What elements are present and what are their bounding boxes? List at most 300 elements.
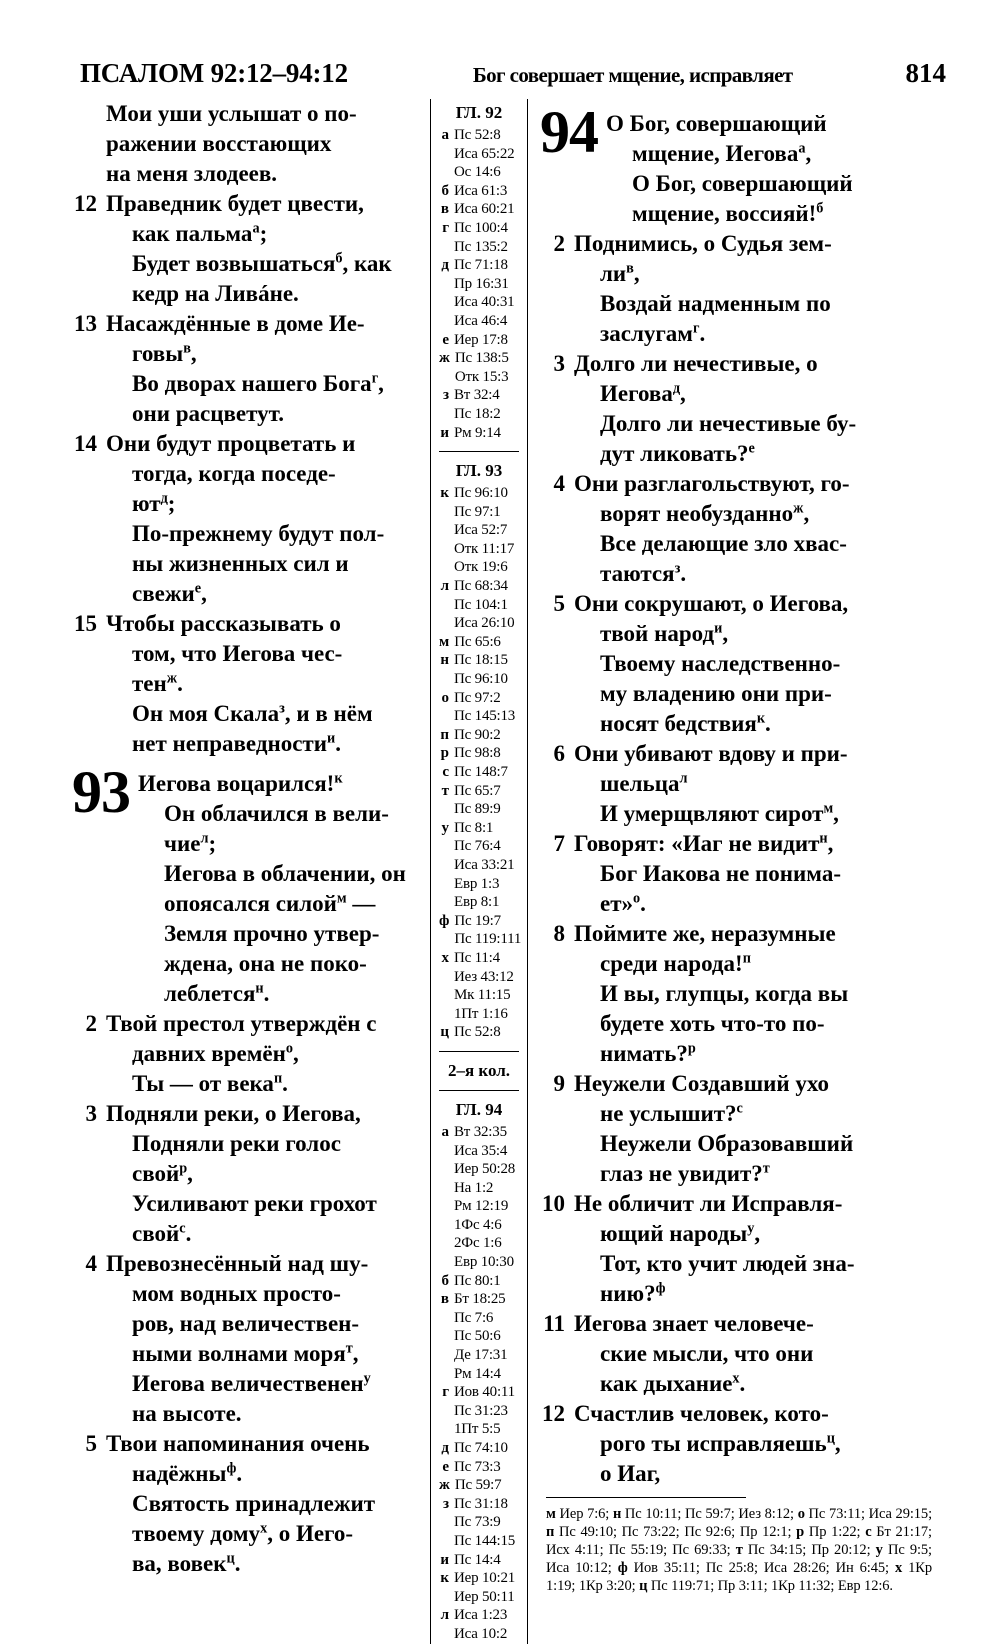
reference-item[interactable]: Пс 71:18 <box>454 257 508 274</box>
verse <box>540 1189 926 1309</box>
crossref-marker[interactable]: с <box>179 1220 186 1237</box>
reference-items <box>454 912 521 949</box>
reference-items <box>454 1495 519 1551</box>
crossref-marker[interactable]: а <box>252 220 260 237</box>
verse-line: Он облачился в вели- <box>164 801 389 826</box>
verse-line: свежи$^е$, <box>132 580 207 606</box>
crossref-marker[interactable]: е <box>748 440 755 457</box>
crossref-marker[interactable]: ц <box>226 1550 235 1567</box>
verse-number: 14 <box>74 431 97 456</box>
crossref-marker[interactable]: н <box>819 830 828 847</box>
verse-number: 7 <box>553 831 565 856</box>
crossref-marker[interactable]: о <box>633 890 641 907</box>
footnote-refs[interactable]: Пс 119:71; Пр 3:11; 1Кр 11:32; Евр 12:6. <box>647 1578 893 1594</box>
verse-line: нию?$^ф$ <box>600 1280 666 1306</box>
verse-line: Он моя Скала$^з$, и в нём <box>132 700 373 726</box>
verse <box>540 919 926 1069</box>
crossref-marker[interactable]: ж <box>793 500 804 517</box>
reference-item[interactable]: Иер 50:11 <box>454 1588 515 1605</box>
verse-line: И умерщвляют сирот$^м$, <box>600 800 839 826</box>
verse-number: 2 <box>553 231 565 256</box>
reference-item[interactable]: Пс 145:13 <box>454 708 516 725</box>
verse-line: ворят необузданно$^ж$, <box>600 500 810 526</box>
reference-letter: е <box>442 331 449 348</box>
crossref-marker[interactable]: б <box>816 200 824 217</box>
reference-item[interactable]: Пс 19:7 <box>454 912 501 929</box>
reference-item[interactable]: Пс 97:1 <box>454 503 501 520</box>
reference-item[interactable]: Пс 138:5 <box>454 350 509 367</box>
reference-item[interactable]: Пс 18:2 <box>454 405 501 422</box>
reference-letter: и <box>440 424 449 441</box>
chapter-94 <box>540 99 926 229</box>
verse <box>540 469 926 589</box>
footnote-block <box>540 1497 932 1595</box>
verse-line: Подняли реки голос <box>132 1131 341 1156</box>
reference-item[interactable]: Пс 135:2 <box>454 238 508 255</box>
reference-letter: т <box>441 782 449 799</box>
verse-line: Неужели Образовавший <box>600 1131 854 1156</box>
reference-item[interactable]: Пс 73:3 <box>454 1458 501 1475</box>
reference-item[interactable]: Отк 11:17 <box>454 540 515 557</box>
crossref-marker[interactable]: п <box>742 950 751 967</box>
reference-item[interactable]: Бт 18:25 <box>454 1291 506 1308</box>
reference-items <box>454 1383 519 1439</box>
crossref-marker[interactable]: и <box>326 730 336 747</box>
reference-items <box>454 386 519 423</box>
verse-body <box>138 763 424 1009</box>
crossref-marker[interactable]: п <box>273 1070 283 1087</box>
reference-items <box>454 633 519 652</box>
reference-item[interactable]: Пс 18:15 <box>454 652 508 669</box>
reference-items <box>454 1458 519 1477</box>
reference-item[interactable]: Иса 35:4 <box>454 1142 508 1159</box>
reference-items <box>454 689 519 726</box>
reference-letter: м <box>439 633 450 650</box>
footnote-refs[interactable]: Пс 49:10; Пс 73:22; Пс 92:6; Пр 12:1; <box>554 1524 797 1540</box>
verse <box>72 1429 424 1579</box>
header-reference: ПСАЛОМ 92:12–94:12 <box>80 58 348 88</box>
verse <box>72 189 424 309</box>
reference-item[interactable]: 1Пт 5:5 <box>454 1421 501 1438</box>
verse-line: таются$^з$. <box>600 560 687 586</box>
verse <box>72 1249 424 1429</box>
reference-item[interactable]: Ос 14:6 <box>454 164 501 181</box>
reference-item[interactable]: На 1:2 <box>454 1179 494 1196</box>
footnote-refs[interactable]: Иов 35:11; Пс 25:8; Иса 28:26; Ин 6:45; <box>627 1560 895 1576</box>
crossref-marker[interactable]: г <box>692 320 700 337</box>
footnote-key: р <box>796 1524 805 1540</box>
reference-item[interactable]: Пс 65:6 <box>454 633 501 650</box>
verse-line: Во дворах нашего Бога$^г$, <box>132 370 384 396</box>
verse-line: чие$^л$; <box>164 830 217 856</box>
reference-group <box>439 1272 519 1291</box>
reference-item[interactable]: Пс 148:7 <box>454 764 508 780</box>
reference-section-title: ГЛ. 93 <box>455 461 503 481</box>
verse-body <box>574 349 926 469</box>
footnote-refs[interactable]: Пс 10:11; Пс 59:7; Иез 8:12; <box>621 1506 798 1522</box>
footnote-key: о <box>797 1506 805 1522</box>
crossref-marker[interactable]: д <box>160 490 168 507</box>
crossref-marker[interactable]: и <box>714 620 723 637</box>
crossref-marker[interactable]: ж <box>166 670 178 687</box>
verse-body <box>106 609 424 759</box>
verse-line: мом водных просто- <box>132 1281 341 1306</box>
verse-number: 9 <box>553 1071 565 1096</box>
reference-letter: з <box>442 1495 449 1512</box>
reference-item[interactable]: Пс 104:1 <box>454 596 508 613</box>
reference-group <box>439 126 519 182</box>
footnote-refs[interactable]: Пс 34:15; Пр 20:12; <box>742 1542 876 1558</box>
crossref-marker[interactable]: м <box>823 800 834 817</box>
crossref-marker[interactable]: х <box>732 1370 740 1387</box>
chapter-93 <box>72 759 424 1009</box>
verse-number: 3 <box>553 351 565 376</box>
reference-items <box>454 1551 519 1570</box>
crossref-marker[interactable]: р <box>179 1160 188 1177</box>
reference-letter: в <box>440 201 449 218</box>
verse-line: Мои уши услышат о по- <box>106 101 357 126</box>
reference-item[interactable]: 1Пт 1:16 <box>454 1005 508 1022</box>
reference-item[interactable]: Пс 31:18 <box>454 1495 508 1512</box>
verse-line: мщение, воссияй!$^б$ <box>632 200 824 226</box>
verse-line: Превознесённый над шу- <box>106 1251 369 1276</box>
verse-body <box>106 1429 424 1579</box>
running-head <box>80 58 946 89</box>
three-column-body <box>72 99 942 1644</box>
footnote-refs[interactable]: Иер 7:6; <box>555 1506 613 1522</box>
verse-body <box>574 1189 926 1309</box>
reference-item[interactable]: Иса 52:7 <box>454 522 508 539</box>
crossref-marker[interactable]: у <box>363 1370 371 1387</box>
verse-line: ва, вовек$^ц$. <box>132 1550 241 1576</box>
verse-line: тогда, когда поседе- <box>132 461 336 486</box>
verse-line: ждена, она не поко- <box>164 951 367 976</box>
reference-item[interactable]: Евр 10:30 <box>454 1254 514 1271</box>
reference-item[interactable]: Пс 31:23 <box>454 1402 508 1419</box>
reference-item[interactable]: Пс 100:4 <box>454 219 508 236</box>
reference-item[interactable]: Иса 65:22 <box>454 145 515 162</box>
crossref-marker[interactable]: б <box>335 250 343 267</box>
crossref-marker[interactable]: ц <box>826 1430 835 1447</box>
reference-item[interactable]: Пс 119:111 <box>454 931 522 948</box>
verse <box>540 1399 926 1489</box>
verse-line: нимать?$^р$ <box>600 1040 696 1066</box>
crossref-marker[interactable]: к <box>334 770 343 787</box>
verse-number: 5 <box>553 591 565 616</box>
footnote-refs[interactable]: 1Кр 1:19; 1Кр 3:20; <box>546 1560 932 1594</box>
verse-body <box>106 1009 424 1099</box>
reference-items <box>455 349 519 386</box>
reference-item[interactable]: Пс 89:9 <box>454 801 501 818</box>
crossref-marker[interactable]: с <box>736 1100 743 1117</box>
verse-body <box>574 829 926 919</box>
verse-line: Не обличит ли Исправля- <box>574 1191 843 1216</box>
verse-line: на меня злодеев. <box>106 161 278 186</box>
reference-item[interactable]: Пс 14:4 <box>454 1551 501 1568</box>
reference-items <box>454 744 519 763</box>
crossref-marker[interactable]: ф <box>655 1280 666 1297</box>
reference-group <box>439 219 519 256</box>
reference-item[interactable]: Иса 40:31 <box>454 294 515 311</box>
verse-line: И вы, глупцы, когда вы <box>600 981 849 1006</box>
reference-items <box>454 331 519 350</box>
crossref-marker[interactable]: л <box>200 830 209 847</box>
verse <box>540 829 926 919</box>
verse-line: ющий народы$^у$, <box>600 1220 761 1246</box>
reference-item[interactable]: Иса 60:21 <box>454 201 515 218</box>
crossref-marker[interactable]: а <box>798 140 806 157</box>
crossref-marker[interactable]: т <box>762 1160 770 1177</box>
reference-item[interactable]: Пс 76:4 <box>454 838 501 855</box>
reference-item[interactable]: 1Фс 4:6 <box>454 1216 502 1233</box>
reference-item[interactable]: Пс 96:10 <box>454 671 508 688</box>
chapter-number-dropcap: 93 <box>72 759 130 825</box>
verse-line: Они сокрушают, о Иегова, <box>574 591 849 616</box>
footnote-key: с <box>865 1524 872 1540</box>
reference-letter: о <box>441 689 449 706</box>
verse <box>540 1069 926 1189</box>
verse-body <box>106 429 424 609</box>
verse-line: Иегова$^д$, <box>600 380 686 406</box>
reference-item[interactable]: Пс 97:2 <box>454 689 501 706</box>
verse-number: 4 <box>85 1251 97 1276</box>
reference-group <box>439 577 519 633</box>
reference-item[interactable]: Отк 19:6 <box>454 559 508 576</box>
verse <box>540 1309 926 1399</box>
reference-item[interactable]: Иса 1:23 <box>454 1607 508 1624</box>
reference-item[interactable]: Иса 46:4 <box>454 312 508 329</box>
reference-group <box>439 256 519 330</box>
reference-item[interactable]: Рм 9:14 <box>454 424 501 441</box>
verse-number: 2 <box>85 1011 97 1036</box>
reference-letter: д <box>441 257 449 274</box>
reference-group <box>439 1606 519 1643</box>
crossref-marker[interactable]: у <box>747 1220 755 1237</box>
reference-item[interactable]: Пс 8:1 <box>454 819 494 836</box>
reference-letter: а <box>441 127 449 143</box>
reference-section-title: ГЛ. 94 <box>455 1099 503 1119</box>
crossref-marker[interactable]: д <box>672 380 681 397</box>
reference-letter: к <box>440 1570 449 1587</box>
reference-item[interactable]: Рм 12:19 <box>454 1198 509 1215</box>
reference-group <box>439 1123 519 1272</box>
reference-item[interactable]: Пс 11:4 <box>454 949 500 966</box>
verse-number: 6 <box>553 741 565 766</box>
verse-body <box>574 739 926 829</box>
verse <box>540 229 926 349</box>
reference-item[interactable]: Пс 144:15 <box>454 1532 516 1549</box>
verse-line: леблется$^н$. <box>164 980 270 1006</box>
reference-divider <box>439 451 519 452</box>
reference-item[interactable]: 2Фс 1:6 <box>454 1235 502 1252</box>
crossref-marker[interactable]: о <box>285 1040 293 1057</box>
crossref-marker[interactable]: м <box>336 890 347 907</box>
reference-group <box>439 949 519 1023</box>
reference-item[interactable]: Иса 10:2 <box>454 1625 508 1642</box>
reference-items <box>454 1272 519 1291</box>
verse-line: Твой престол утверждён с <box>106 1011 377 1036</box>
footnote-text <box>546 1505 932 1595</box>
reference-group <box>439 1495 519 1551</box>
verse-line: как дыхание$^х$. <box>600 1370 746 1396</box>
reference-items <box>454 1023 519 1042</box>
crossref-marker[interactable]: з <box>674 560 681 577</box>
reference-item[interactable]: Пс 90:2 <box>454 726 501 743</box>
reference-items <box>454 424 519 443</box>
verse-line: свой$^с$. <box>132 1220 192 1246</box>
reference-item[interactable]: Пс 73:9 <box>454 1514 501 1531</box>
reference-item[interactable]: Пс 98:8 <box>454 745 501 762</box>
verse-body <box>574 469 926 589</box>
crossref-marker[interactable]: г <box>371 370 379 387</box>
reference-items <box>454 182 519 201</box>
footnote-key: п <box>546 1524 555 1540</box>
reference-sections <box>439 103 522 1644</box>
crossref-marker[interactable]: р <box>687 1040 696 1057</box>
crossref-marker[interactable]: з <box>279 700 285 717</box>
reference-group <box>439 912 522 949</box>
reference-item[interactable]: Рм 14:4 <box>454 1365 501 1382</box>
reference-group <box>439 1383 519 1439</box>
reference-letter: а <box>441 1123 449 1140</box>
reference-item[interactable]: Иер 50:28 <box>454 1161 516 1178</box>
reference-items <box>454 200 519 219</box>
crossref-marker[interactable]: в <box>626 260 634 277</box>
reference-letter: г <box>442 219 449 236</box>
footnote-key: м <box>546 1506 556 1522</box>
reference-item[interactable]: Отк 15:3 <box>454 368 509 385</box>
footnote-refs[interactable]: Пс 9:5; Иса 10:12; <box>546 1542 932 1576</box>
verse-number: 10 <box>542 1191 565 1216</box>
crossref-marker[interactable]: л <box>679 770 688 787</box>
reference-item[interactable]: Иез 43:12 <box>454 968 514 985</box>
reference-item[interactable]: Вт 32:4 <box>454 387 500 404</box>
reference-letter: г <box>442 1384 449 1401</box>
reference-letter: ц <box>440 1024 449 1041</box>
verse-number: 8 <box>553 921 565 946</box>
chapter-number-dropcap: 94 <box>540 99 598 165</box>
reference-item[interactable]: Де 17:31 <box>454 1347 508 1364</box>
reference-item[interactable]: Мк 11:15 <box>454 987 511 1004</box>
reference-item[interactable]: Пс 52:8 <box>454 1024 501 1041</box>
reference-item[interactable]: Пс 7:6 <box>454 1309 494 1326</box>
verse-line: Ты — от века$^п$. <box>132 1070 288 1096</box>
footnote-key: н <box>612 1506 622 1522</box>
crossref-marker[interactable]: е <box>194 580 202 597</box>
reference-item[interactable]: Иса 61:3 <box>454 182 508 199</box>
verse <box>72 1009 424 1099</box>
verse <box>540 739 926 829</box>
verse-line: Поймите же, неразумные <box>574 921 836 946</box>
verse-line: среди народа!$^п$ <box>600 950 751 976</box>
reference-item[interactable]: Пс 50:6 <box>454 1328 501 1345</box>
reference-item[interactable]: Иса 33:21 <box>454 856 515 873</box>
reference-letter: х <box>441 949 449 966</box>
reference-group <box>439 782 519 819</box>
reference-item[interactable]: Иов 40:11 <box>454 1384 515 1401</box>
verse-body <box>574 1309 926 1399</box>
footnote-refs[interactable]: Пр 1:22; <box>804 1524 866 1540</box>
reference-item[interactable]: Пс 59:7 <box>454 1477 502 1494</box>
verse-line: носят бедствия$^к$. <box>600 710 771 736</box>
reference-group <box>439 200 519 219</box>
footnote-refs[interactable]: Пс 73:11; Иса 29:15; <box>804 1506 933 1522</box>
crossref-marker[interactable]: н <box>255 980 264 997</box>
footnote-refs[interactable]: Бт 21:17; Исх 4:11; Пс 55:19; Пс 69:33; <box>546 1524 932 1558</box>
reference-items <box>454 219 519 256</box>
verse-continuation <box>72 99 424 189</box>
reference-group <box>439 1023 519 1042</box>
verse-line: мщение, Иегова$^а$, <box>632 140 812 166</box>
reference-item[interactable]: Евр 8:1 <box>454 894 500 911</box>
verse-body <box>574 1399 926 1489</box>
reference-letter: н <box>440 652 449 669</box>
page-number: 814 <box>905 58 946 88</box>
verse-line: Иегова величественен$^у$ <box>132 1370 371 1396</box>
footnote-divider <box>546 1497 746 1498</box>
verse-line: Неужели Создавший ухо <box>574 1071 829 1096</box>
reference-item[interactable]: Пс 96:10 <box>454 485 508 502</box>
crossref-marker[interactable]: т <box>345 1340 353 1357</box>
verse-line: Святость принадлежит <box>132 1491 376 1516</box>
reference-item[interactable]: Пс 68:34 <box>454 578 508 595</box>
reference-item[interactable]: Пр 16:31 <box>454 275 509 292</box>
verse-number: 3 <box>85 1101 97 1126</box>
verse-line: о Иаг, <box>600 1461 661 1486</box>
verse-line: Воздай надменным по <box>600 291 831 316</box>
reference-group <box>439 1476 519 1495</box>
reference-items <box>454 949 519 1023</box>
reference-group <box>439 1569 519 1606</box>
reference-item[interactable]: Иса 26:10 <box>454 615 515 632</box>
reference-group <box>439 484 519 577</box>
verse-line: шельца$^л$ <box>600 770 688 796</box>
footnote-key: ф <box>617 1560 628 1576</box>
reference-item[interactable]: Пс 52:8 <box>454 127 501 143</box>
footnote-key: х <box>894 1560 903 1576</box>
reference-group <box>439 424 519 443</box>
crossref-marker[interactable]: х <box>260 1520 268 1537</box>
verse-line: заслугам$^г$. <box>600 320 706 346</box>
verse-line: ские мысли, что они <box>600 1341 814 1366</box>
verse-line: Поднимись, о Судья зем- <box>574 231 832 256</box>
continuation-body <box>72 99 424 189</box>
reference-item[interactable]: Евр 1:3 <box>454 875 500 892</box>
reference-items <box>455 1476 519 1495</box>
reference-items <box>454 256 519 330</box>
reference-item[interactable]: Пс 65:7 <box>454 782 501 799</box>
verse-line: Чтобы рассказывать о <box>106 611 341 636</box>
reference-item[interactable]: Пс 80:1 <box>454 1272 501 1289</box>
verse-number: 12 <box>542 1401 565 1426</box>
verse-line: надёжны$^ф$. <box>132 1460 243 1486</box>
verse-line: не услышит?$^с$ <box>600 1100 743 1126</box>
reference-item[interactable]: Иер 17:8 <box>454 331 508 348</box>
reference-group <box>439 182 519 201</box>
verse-line: рого ты исправляешь$^ц$, <box>600 1430 841 1456</box>
reference-item[interactable]: Пс 74:10 <box>454 1440 508 1456</box>
verse-body <box>106 309 424 429</box>
verse-line: Бог Иакова не понима- <box>600 861 841 886</box>
crossref-marker[interactable]: в <box>183 340 191 357</box>
reference-letter: и <box>440 1551 449 1568</box>
verse-line: Твоему наследственно- <box>600 651 841 676</box>
reference-item[interactable]: Вт 32:35 <box>454 1123 507 1140</box>
verse-line: ров, над величествен- <box>132 1311 360 1336</box>
crossref-marker[interactable]: ф <box>226 1460 237 1477</box>
reference-item[interactable]: Иер 10:21 <box>454 1570 516 1587</box>
crossref-marker[interactable]: к <box>756 710 766 727</box>
